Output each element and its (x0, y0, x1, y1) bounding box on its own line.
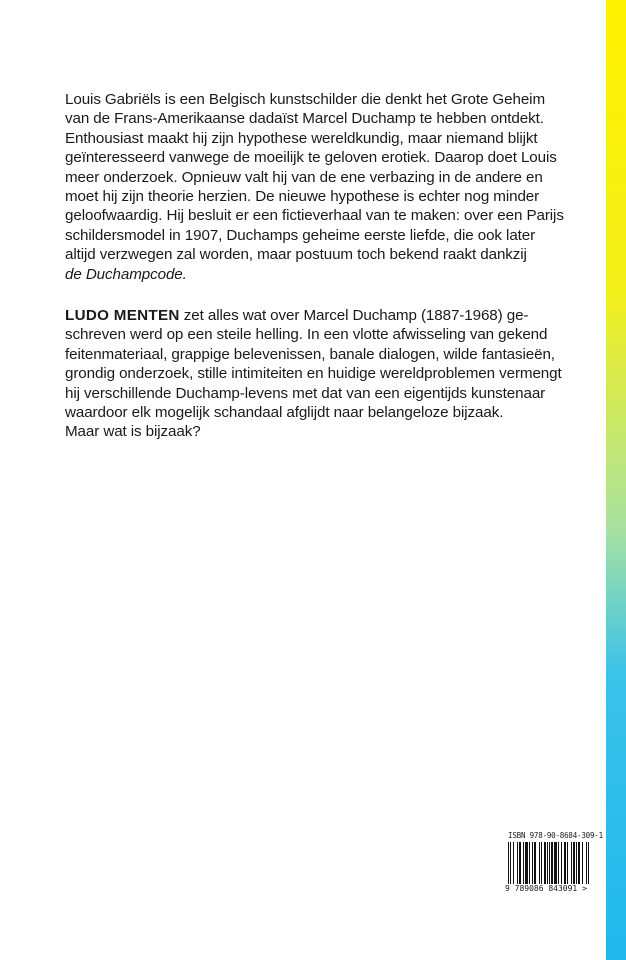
barcode-digits: 9 789086 843091 > (505, 884, 587, 893)
barcode-bar (532, 842, 533, 884)
text-line: grondig onderzoek, stille intimiteiten en huidige wereldproblemen vermengt (65, 365, 562, 383)
color-gradient-stripe (606, 0, 626, 960)
barcode-bar (567, 842, 568, 884)
text-line: Maar wat is bijzaak? (65, 423, 201, 441)
text-line: meer onderzoek. Opnieuw valt hij van de ene verbazing in de andere en (65, 168, 543, 186)
barcode-bar (529, 842, 530, 884)
text-line: schreven werd op een steile helling. In een vlotte afwisseling van gekend (65, 326, 548, 344)
barcode-bar (544, 842, 546, 884)
barcode-bar (558, 842, 559, 888)
synopsis-paragraph (65, 90, 605, 284)
isbn-label: ISBN 978-90-8684-309-1 (508, 831, 603, 840)
text-line: moet hij zijn theorie herzien. De nieuwe hypothese is echter nog minder (65, 188, 540, 206)
barcode-bar (586, 842, 587, 884)
barcode-bar (517, 842, 518, 884)
barcode-bar (510, 842, 511, 888)
text-line: hij verschillende Duchamp-levens met dat van een eigentijds kunstenaar (65, 384, 546, 402)
barcode-bar (549, 842, 550, 884)
barcode (508, 842, 606, 884)
barcode-bar (573, 842, 575, 884)
text-line: geïnteresseerd vanwege de moeilijk te geloven erotiek. Daarop doet Louis (65, 149, 557, 167)
book-title-italic: de Duchampcode. (65, 265, 187, 283)
barcode-bar (588, 842, 589, 884)
barcode-bar (576, 842, 577, 884)
barcode-bar (571, 842, 572, 884)
text-line: geloofwaardig. Hij besluit er een fictieverhaal van te maken: over een Parijs (65, 207, 564, 225)
barcode-bar (508, 842, 509, 888)
text-line: van de Frans-Amerikaanse dadaïst Marcel Duchamp te hebben ontdekt. (65, 110, 544, 128)
barcode-bar (564, 842, 566, 884)
author-name: LUDO MENTEN (65, 307, 180, 324)
author-paragraph (65, 306, 605, 442)
barcode-bar (525, 842, 528, 884)
text-line: Louis Gabriëls is een Belgisch kunstschilder die denkt het Grote Geheim (65, 91, 545, 108)
barcode-bar (513, 842, 514, 884)
barcode-bar (519, 842, 521, 884)
text-line: waardoor elk mogelijk schandaal afglijdt naar belangeloze bijzaak. (65, 404, 504, 422)
barcode-bar (582, 842, 583, 884)
barcode-bar (554, 842, 557, 884)
barcode-bar (534, 842, 536, 884)
barcode-bar (551, 842, 553, 884)
text-line: feitenmateriaal, grappige belevenissen, banale dialogen, wilde fantasieën, (65, 345, 555, 363)
barcode-bar (539, 842, 540, 884)
text-line: altijd verzwegen zal worden, maar postuum toch bekend raakt dankzij (65, 246, 527, 264)
text-line: zet alles wat over Marcel Duchamp (1887-1968) ge- (179, 307, 529, 324)
barcode-bar (561, 842, 562, 884)
text-line: schildersmodel in 1907, Duchamps geheime eerste liefde, die ook later (65, 226, 536, 244)
barcode-bar (523, 842, 524, 884)
barcode-bar (547, 842, 548, 884)
text-line: Enthousiast maakt hij zijn hypothese wereldkundig, maar niemand blijkt (65, 129, 538, 147)
barcode-bar (578, 842, 580, 884)
barcode-bar (541, 842, 542, 884)
